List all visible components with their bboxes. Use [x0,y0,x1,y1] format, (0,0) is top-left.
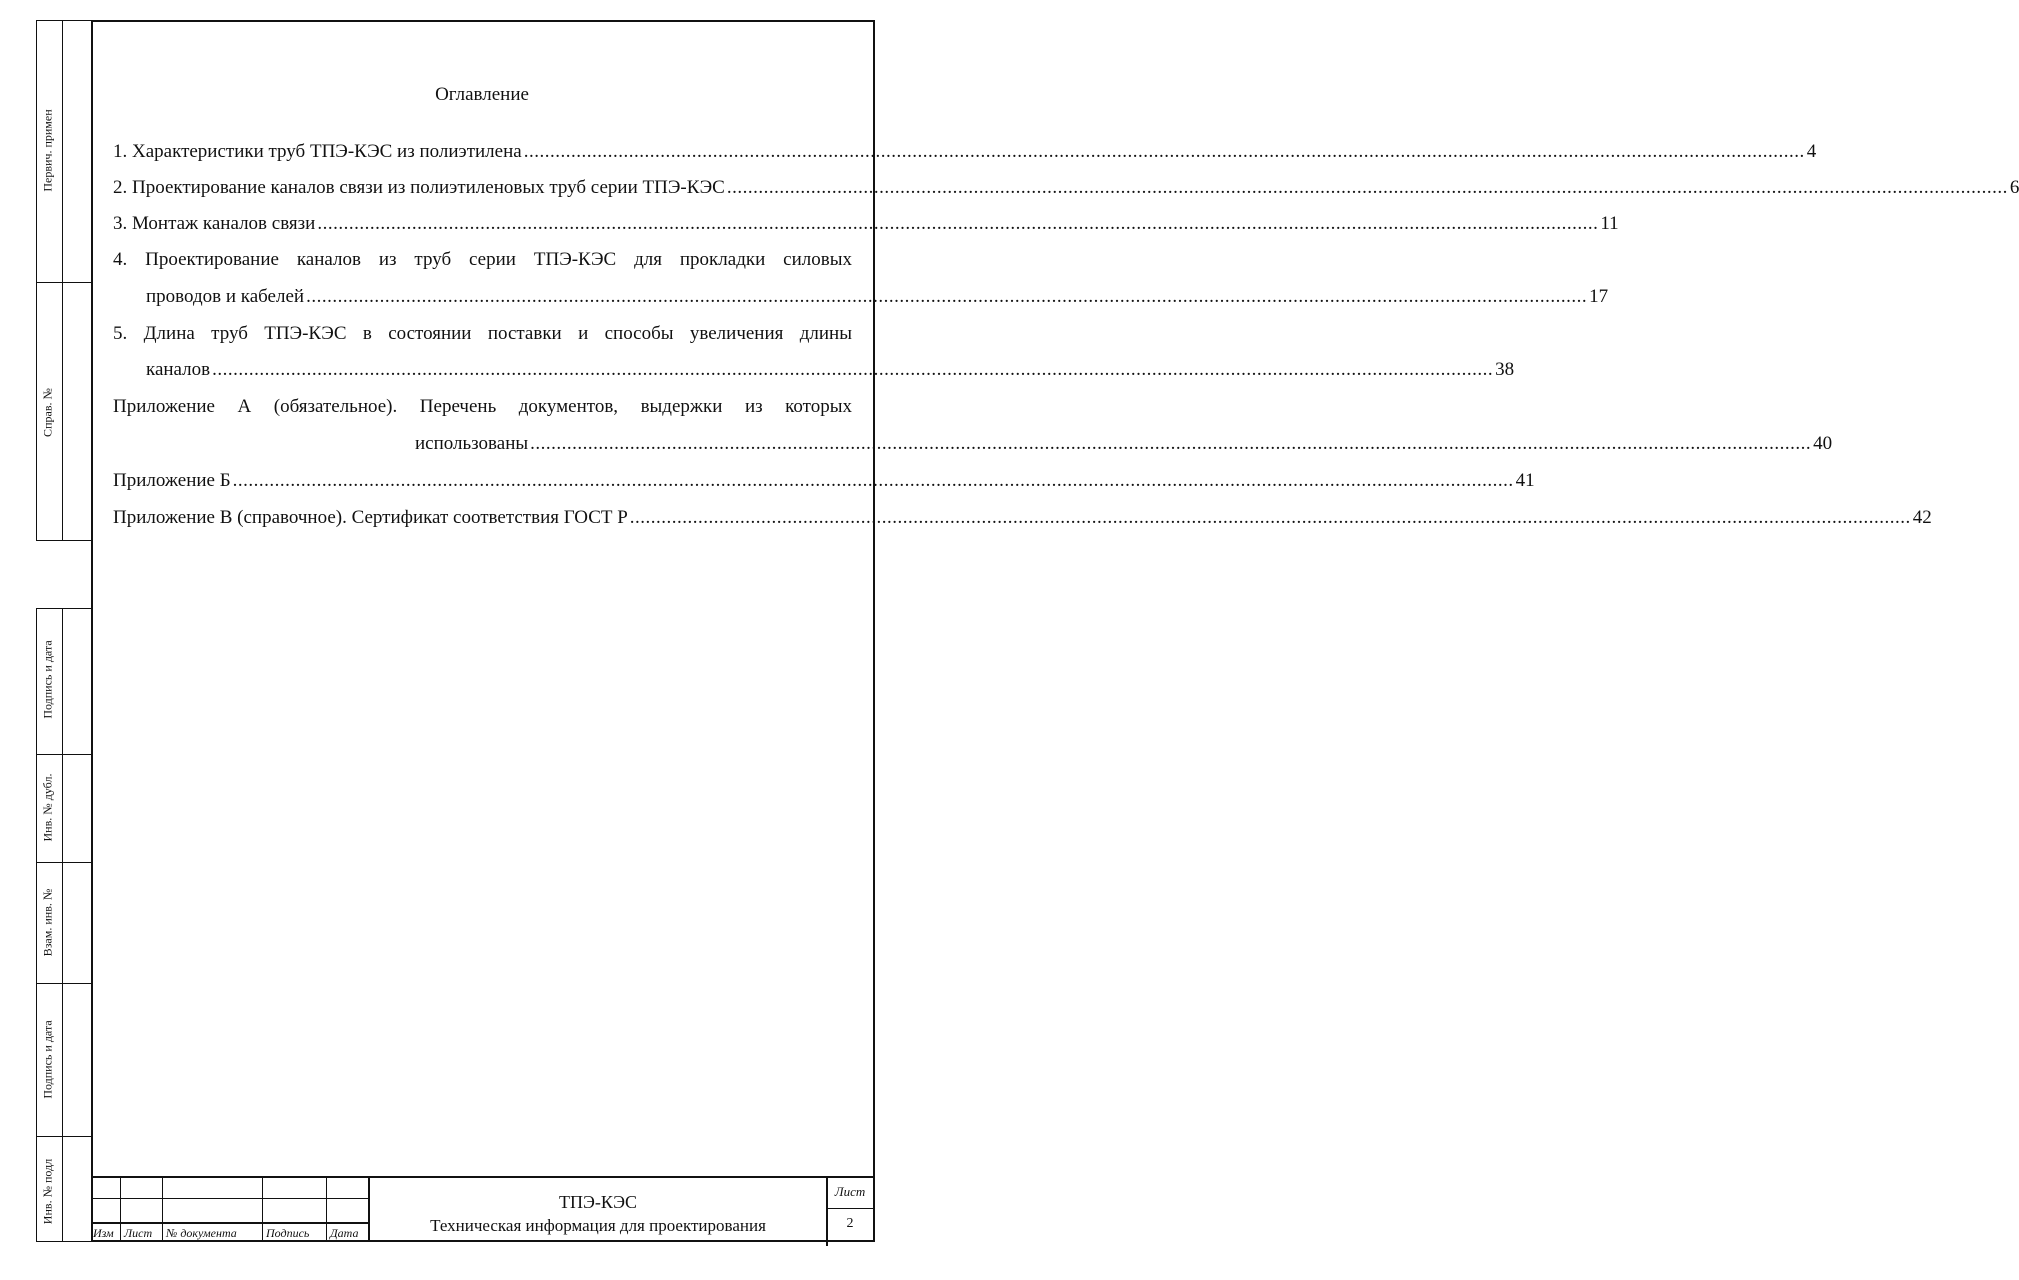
toc-leader: .................................................................................................................................................................................................................................................... [306,286,1588,307]
tb-col-list: Лист [124,1226,153,1240]
side-stamp-hline-2 [36,862,92,863]
side-stamp-hline-4 [36,1136,92,1137]
sheet-label: Лист [834,1184,866,1199]
toc-item-4-line1[interactable]: 4. Проектирование каналов из труб серии ТПЭ-КЭС для прокладки силовых [113,249,852,270]
tb-col-data: Дата [330,1226,359,1240]
tb-vline-2 [162,1176,163,1242]
tb-vline-1 [120,1176,121,1242]
toc-page: 42 [1912,507,1932,528]
doc-code: ТПЭ-КЭС [559,1192,637,1212]
label-vzam-inv: Взам. инв. № [40,888,55,957]
toc-item-5-line2[interactable]: каналов .................................................................................................................................................................................................................................................... 38 [146,359,1515,380]
sheet-number: 2 [846,1216,854,1231]
toc-leader: .................................................................................................................................................................................................................................................... [232,470,1514,491]
tb-col-doc: № документа [166,1226,237,1240]
label-inv-podl: Инв. № подл [40,1158,55,1225]
side-stamp-upper-hline [36,282,92,283]
toc-leader: .................................................................................................................................................................................................................................................... [212,359,1494,380]
side-stamp-hline-3 [36,983,92,984]
tb-vline-4 [326,1176,327,1242]
side-stamp-lower-divider [62,608,63,1242]
tb-vline-3 [262,1176,263,1242]
toc-page: 4 [1806,141,1817,162]
toc-leader: .................................................................................................................................................................................................................................................... [530,433,1812,454]
label-perv-primen: Первич. примен [40,109,55,192]
side-stamp-upper-divider [62,20,63,541]
label-inv-dubl: Инв. № дубл. [40,773,55,842]
toc-leader: .................................................................................................................................................................................................................................................... [629,507,1911,528]
toc-item-8[interactable]: Приложение В (справочное). Сертификат соответствия ГОСТ Р .................................................................................................................................................................................................................................................... 42 [113,507,1932,528]
toc-item-4-line2[interactable]: проводов и кабелей .................................................................................................................................................................................................................................................... 17 [146,286,1609,307]
doc-name: Техническая информация для проектирования [430,1216,766,1235]
side-stamp-hline-1 [36,754,92,755]
toc-leader: .................................................................................................................................................................................................................................................... [523,141,1805,162]
toc-item-5-line1[interactable]: 5. Длина труб ТПЭ-КЭС в состоянии поставки и способы увеличения длины [113,323,852,344]
toc-item-2[interactable]: 2. Проектирование каналов связи из полиэтиленовых труб серии ТПЭ-КЭС .................................................................................................................................................................................................................................................... 6 [113,177,2019,198]
toc-item-6-line2[interactable]: использованы .................................................................................................................................................................................................................................................... 40 [415,433,1833,454]
toc-item-6-line1[interactable]: Приложение А (обязательное). Перечень документов, выдержки из которых [113,396,852,417]
tb-hline-sheet [826,1208,873,1209]
toc-item-7[interactable]: Приложение Б .................................................................................................................................................................................................................................................... 41 [113,470,1535,491]
toc-page: 11 [1600,213,1619,234]
toc-page: 38 [1495,359,1515,380]
label-podpis-data-2: Подпись и дата [40,1020,55,1099]
tb-col-podpis: Подпись [266,1226,310,1240]
toc-page: 17 [1589,286,1609,307]
toc-page: 41 [1515,470,1535,491]
toc-leader: .................................................................................................................................................................................................................................................... [726,177,2008,198]
side-stamp-upper [36,20,92,541]
label-podpis-data-1: Подпись и дата [40,640,55,719]
tb-col-izm: Изм [93,1226,114,1240]
toc-page: 40 [1813,433,1833,454]
toc-item-1[interactable]: 1. Характеристики труб ТПЭ-КЭС из полиэтилена .................................................................................................................................................................................................................................................... 4 [113,141,1817,162]
label-sprav-no: Справ. № [40,388,55,437]
toc-title: Оглавление [435,84,529,105]
toc-leader: .................................................................................................................................................................................................................................................... [317,213,1599,234]
toc-page: 6 [2009,177,2019,198]
toc-item-3[interactable]: 3. Монтаж каналов связи .................................................................................................................................................................................................................................................... 11 [113,213,1619,234]
